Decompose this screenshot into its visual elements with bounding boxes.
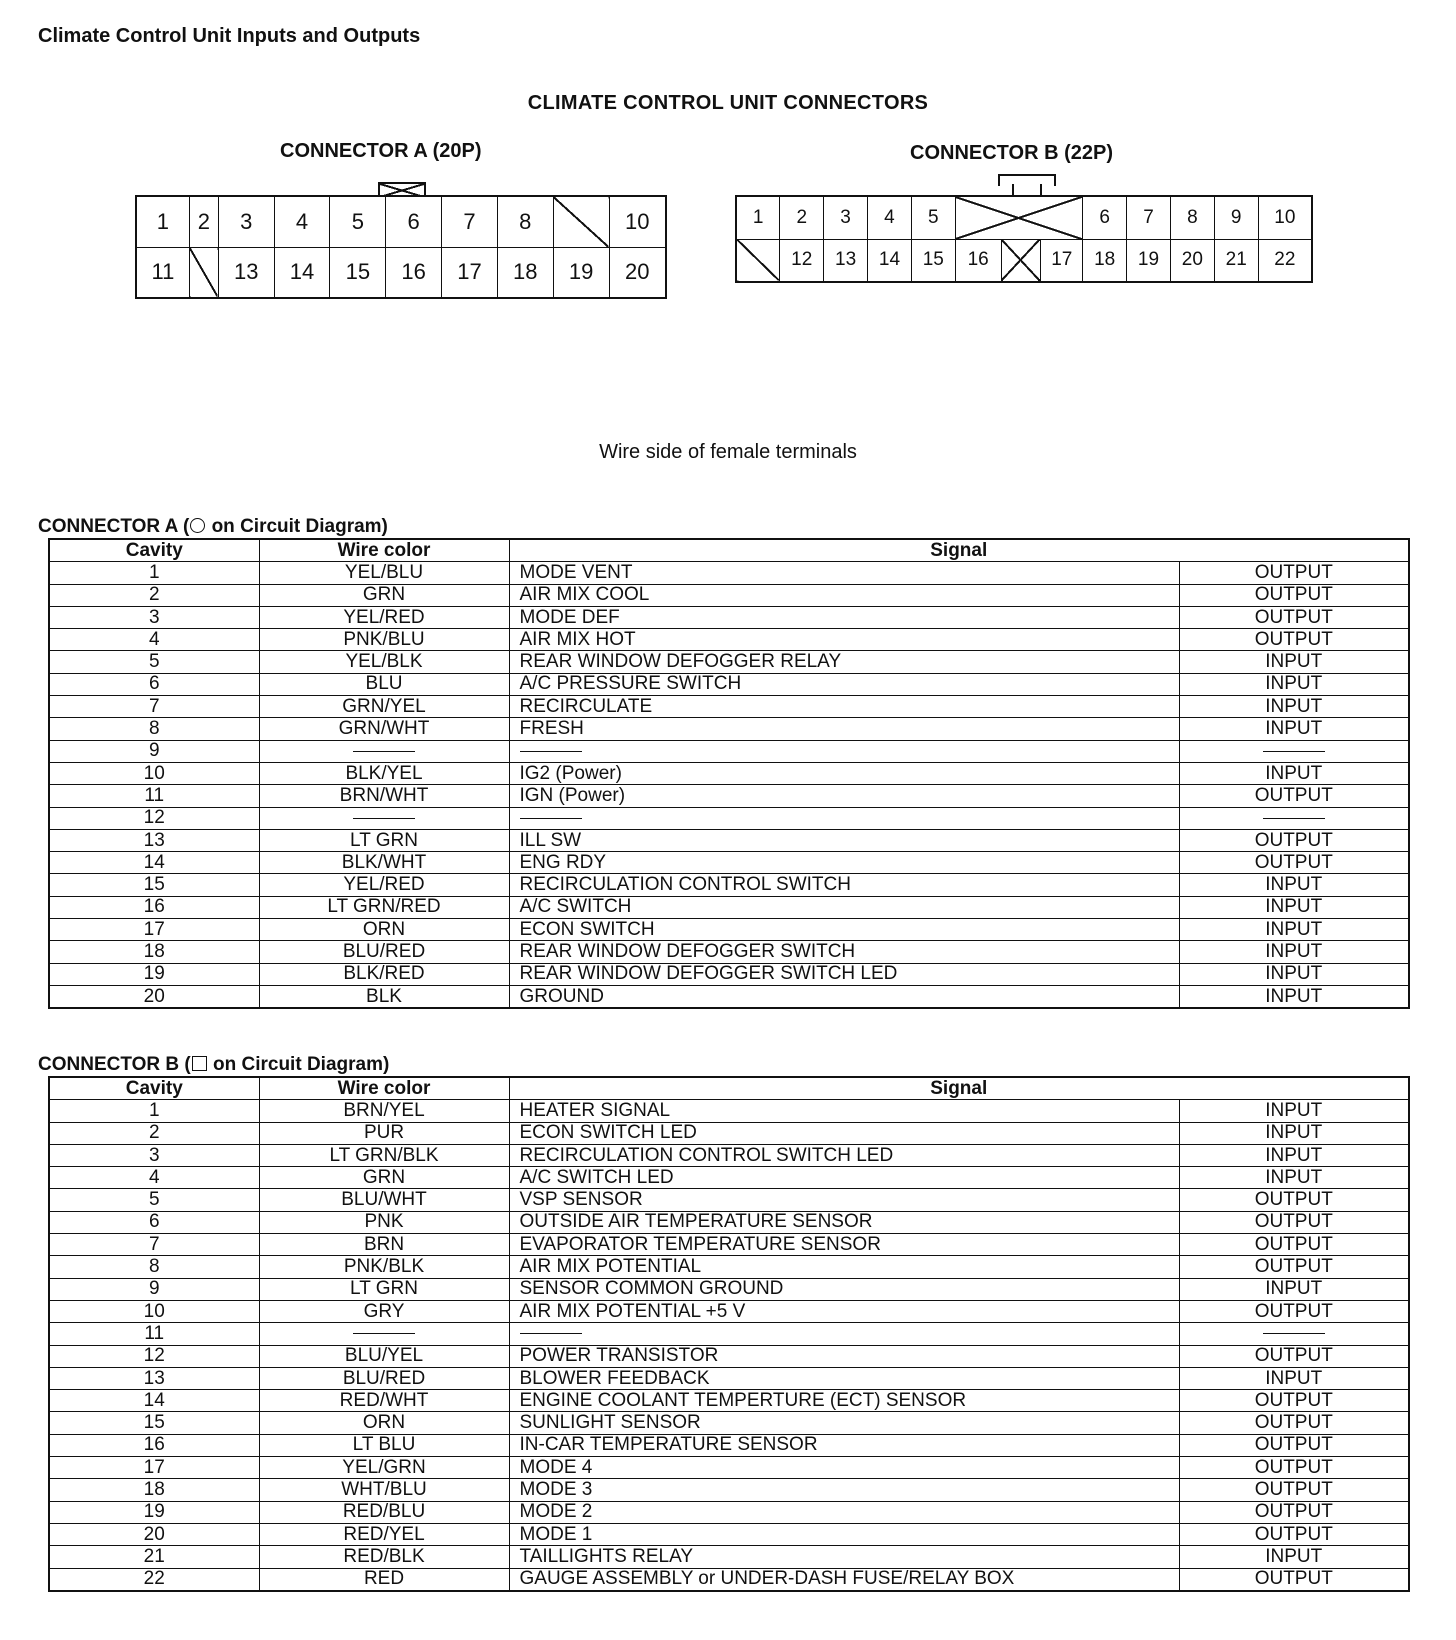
table-row <box>49 606 1409 628</box>
table-row <box>49 1278 1409 1300</box>
cavity-cell: 11 <box>49 1323 259 1345</box>
signal-cell <box>509 1323 1179 1345</box>
table-row <box>49 740 1409 762</box>
terminal: 6 <box>386 196 442 247</box>
signal-cell: GAUGE ASSEMBLY or UNDER-DASH FUSE/RELAY BOX <box>509 1568 1179 1591</box>
cavity-cell: 21 <box>49 1546 259 1568</box>
wire-color-cell: WHT/BLU <box>259 1479 509 1501</box>
cavity-cell: 11 <box>49 785 259 807</box>
table-row <box>49 1501 1409 1523</box>
connector-b-label: CONNECTOR B (22P) <box>910 142 1113 164</box>
unused-terminal <box>189 247 218 298</box>
cavity-cell: 3 <box>49 1144 259 1166</box>
signal-cell: GROUND <box>509 985 1179 1008</box>
terminal: 10 <box>609 196 666 247</box>
wire-color-cell: BRN/WHT <box>259 785 509 807</box>
wire-color-cell: GRN <box>259 584 509 606</box>
table-row <box>49 1234 1409 1256</box>
signal-cell: IG2 (Power) <box>509 762 1179 784</box>
wire-color-cell <box>259 1323 509 1345</box>
connector-a-diagram <box>135 195 667 299</box>
square-icon <box>192 1056 207 1071</box>
table-row <box>49 1390 1409 1412</box>
signal-cell: MODE 4 <box>509 1457 1179 1479</box>
cavity-cell: 15 <box>49 1412 259 1434</box>
table-row <box>49 1167 1409 1189</box>
cavity-cell: 18 <box>49 941 259 963</box>
io-cell: OUTPUT <box>1179 829 1409 851</box>
signal-cell <box>509 807 1179 829</box>
wire-color-cell: GRN/YEL <box>259 696 509 718</box>
cavity-cell: 14 <box>49 852 259 874</box>
signal-cell: IN-CAR TEMPERATURE SENSOR <box>509 1434 1179 1456</box>
terminal: 19 <box>553 247 609 298</box>
terminal: 17 <box>1041 239 1083 282</box>
header-signal: Signal <box>509 539 1409 562</box>
table-row <box>49 1367 1409 1389</box>
wire-color-cell: BRN <box>259 1234 509 1256</box>
signal-cell: FRESH <box>509 718 1179 740</box>
header-cavity: Cavity <box>49 539 259 562</box>
wire-color-cell: YEL/BLK <box>259 651 509 673</box>
header-wire-color: Wire color <box>259 539 509 562</box>
table-row <box>49 696 1409 718</box>
diagram-caption: Wire side of female terminals <box>599 441 857 463</box>
cavity-cell: 9 <box>49 1278 259 1300</box>
table-row <box>49 762 1409 784</box>
cavity-cell: 16 <box>49 896 259 918</box>
header-wire-color: Wire color <box>259 1077 509 1100</box>
wire-color-cell: PNK/BLU <box>259 629 509 651</box>
wire-color-cell: YEL/RED <box>259 874 509 896</box>
signal-cell: AIR MIX POTENTIAL <box>509 1256 1179 1278</box>
empty-dash <box>353 818 415 819</box>
wire-color-cell: BLU <box>259 673 509 695</box>
empty-dash <box>1263 1333 1325 1334</box>
table-row <box>49 852 1409 874</box>
wire-color-cell: BRN/YEL <box>259 1100 509 1122</box>
terminal: 3 <box>218 196 274 247</box>
cavity-cell: 6 <box>49 1211 259 1233</box>
terminal: 18 <box>497 247 553 298</box>
page-heading: Climate Control Unit Inputs and Outputs <box>38 25 421 47</box>
table-row <box>49 963 1409 985</box>
wire-color-cell: ORN <box>259 919 509 941</box>
io-cell: OUTPUT <box>1179 1234 1409 1256</box>
signal-cell: BLOWER FEEDBACK <box>509 1367 1179 1389</box>
cavity-cell: 8 <box>49 1256 259 1278</box>
io-cell: INPUT <box>1179 762 1409 784</box>
wire-color-cell: BLU/WHT <box>259 1189 509 1211</box>
signal-cell: ECON SWITCH LED <box>509 1122 1179 1144</box>
table-row <box>49 1323 1409 1345</box>
header-signal: Signal <box>509 1077 1409 1100</box>
signal-cell: MODE 1 <box>509 1523 1179 1545</box>
io-cell: INPUT <box>1179 673 1409 695</box>
signal-cell: A/C SWITCH <box>509 896 1179 918</box>
terminal: 8 <box>497 196 553 247</box>
io-cell <box>1179 1323 1409 1345</box>
unused-terminal <box>736 239 780 282</box>
io-cell: OUTPUT <box>1179 1189 1409 1211</box>
connector-b-table-caption <box>38 1054 389 1076</box>
wire-color-cell: YEL/GRN <box>259 1457 509 1479</box>
terminal: 20 <box>609 247 666 298</box>
cavity-cell: 22 <box>49 1568 259 1591</box>
signal-cell: ILL SW <box>509 829 1179 851</box>
terminal: 13 <box>218 247 274 298</box>
signal-cell: IGN (Power) <box>509 785 1179 807</box>
cavity-cell: 16 <box>49 1434 259 1456</box>
io-cell: INPUT <box>1179 1100 1409 1122</box>
cavity-cell: 5 <box>49 1189 259 1211</box>
caption-prefix: CONNECTOR A ( <box>38 516 190 537</box>
terminal: 20 <box>1170 239 1214 282</box>
table-row <box>49 874 1409 896</box>
table-row <box>49 785 1409 807</box>
unused-terminal <box>553 196 609 247</box>
signal-cell: ECON SWITCH <box>509 919 1179 941</box>
wire-color-cell: LT GRN <box>259 829 509 851</box>
signal-cell: EVAPORATOR TEMPERATURE SENSOR <box>509 1234 1179 1256</box>
terminal: 1 <box>736 196 780 239</box>
terminal: 22 <box>1258 239 1312 282</box>
cavity-cell: 8 <box>49 718 259 740</box>
wire-color-cell: BLK/RED <box>259 963 509 985</box>
signal-cell: ENG RDY <box>509 852 1179 874</box>
terminal: 19 <box>1127 239 1171 282</box>
io-cell: INPUT <box>1179 919 1409 941</box>
wire-color-cell: RED <box>259 1568 509 1591</box>
terminal: 16 <box>955 239 1001 282</box>
wire-color-cell: BLK/YEL <box>259 762 509 784</box>
signal-cell: A/C SWITCH LED <box>509 1167 1179 1189</box>
empty-dash <box>520 751 582 752</box>
cavity-cell: 17 <box>49 919 259 941</box>
cavity-cell: 20 <box>49 985 259 1008</box>
table-row <box>49 1345 1409 1367</box>
io-cell: OUTPUT <box>1179 629 1409 651</box>
terminal: 21 <box>1214 239 1258 282</box>
terminal: 3 <box>824 196 868 239</box>
table-row <box>49 1479 1409 1501</box>
wire-color-cell: GRN <box>259 1167 509 1189</box>
signal-cell: A/C PRESSURE SWITCH <box>509 673 1179 695</box>
wire-color-cell: LT GRN/RED <box>259 896 509 918</box>
wire-color-cell: LT GRN/BLK <box>259 1144 509 1166</box>
signal-cell <box>509 740 1179 762</box>
table-row <box>49 1189 1409 1211</box>
terminal: 10 <box>1258 196 1312 239</box>
wire-color-cell: BLK <box>259 985 509 1008</box>
cavity-cell: 17 <box>49 1457 259 1479</box>
io-cell <box>1179 740 1409 762</box>
wire-color-cell: RED/WHT <box>259 1390 509 1412</box>
terminal: 7 <box>1127 196 1171 239</box>
cavity-cell: 19 <box>49 1501 259 1523</box>
cavity-cell: 18 <box>49 1479 259 1501</box>
io-cell: INPUT <box>1179 651 1409 673</box>
empty-dash <box>1263 818 1325 819</box>
table-row <box>49 807 1409 829</box>
cavity-cell: 1 <box>49 562 259 584</box>
signal-cell: REAR WINDOW DEFOGGER RELAY <box>509 651 1179 673</box>
empty-dash <box>520 818 582 819</box>
io-cell: INPUT <box>1179 1167 1409 1189</box>
table-row <box>49 1211 1409 1233</box>
terminal: 17 <box>442 247 498 298</box>
io-cell: OUTPUT <box>1179 1300 1409 1322</box>
io-cell <box>1179 807 1409 829</box>
table-row <box>49 584 1409 606</box>
table-row <box>49 985 1409 1008</box>
signal-cell: SUNLIGHT SENSOR <box>509 1412 1179 1434</box>
terminal: 7 <box>442 196 498 247</box>
cavity-cell: 9 <box>49 740 259 762</box>
connector-b-diagram <box>735 195 1313 283</box>
io-cell: OUTPUT <box>1179 1434 1409 1456</box>
terminal: 5 <box>911 196 955 239</box>
signal-cell: REAR WINDOW DEFOGGER SWITCH <box>509 941 1179 963</box>
io-cell: INPUT <box>1179 1367 1409 1389</box>
io-cell: OUTPUT <box>1179 1211 1409 1233</box>
keying-block <box>1001 239 1041 282</box>
io-cell: OUTPUT <box>1179 606 1409 628</box>
table-row <box>49 1100 1409 1122</box>
table-row <box>49 1256 1409 1278</box>
io-cell: INPUT <box>1179 985 1409 1008</box>
cavity-cell: 14 <box>49 1390 259 1412</box>
signal-cell: RECIRCULATE <box>509 696 1179 718</box>
io-cell: INPUT <box>1179 1122 1409 1144</box>
cavity-cell: 6 <box>49 673 259 695</box>
signal-cell: AIR MIX HOT <box>509 629 1179 651</box>
signal-cell: SENSOR COMMON GROUND <box>509 1278 1179 1300</box>
wire-color-cell: BLK/WHT <box>259 852 509 874</box>
cavity-cell: 10 <box>49 762 259 784</box>
table-row <box>49 1300 1409 1322</box>
terminal: 18 <box>1083 239 1127 282</box>
caption-prefix: CONNECTOR B ( <box>38 1054 191 1075</box>
empty-dash <box>1263 751 1325 752</box>
io-cell: OUTPUT <box>1179 785 1409 807</box>
table-row <box>49 1412 1409 1434</box>
section-title: CLIMATE CONTROL UNIT CONNECTORS <box>527 92 929 114</box>
empty-dash <box>520 1333 582 1334</box>
cavity-cell: 12 <box>49 807 259 829</box>
table-row <box>49 1457 1409 1479</box>
empty-dash <box>353 1333 415 1334</box>
terminal: 12 <box>780 239 824 282</box>
io-cell: INPUT <box>1179 1546 1409 1568</box>
cavity-cell: 20 <box>49 1523 259 1545</box>
table-row <box>49 941 1409 963</box>
terminal: 14 <box>274 247 330 298</box>
table-row <box>49 562 1409 584</box>
wire-color-cell: YEL/RED <box>259 606 509 628</box>
signal-cell: HEATER SIGNAL <box>509 1100 1179 1122</box>
wire-color-cell: BLU/RED <box>259 1367 509 1389</box>
io-cell: OUTPUT <box>1179 1412 1409 1434</box>
cavity-cell: 13 <box>49 829 259 851</box>
wire-color-cell: PNK/BLK <box>259 1256 509 1278</box>
terminal: 2 <box>780 196 824 239</box>
cavity-cell: 2 <box>49 584 259 606</box>
io-cell: OUTPUT <box>1179 1390 1409 1412</box>
wire-color-cell: PNK <box>259 1211 509 1233</box>
wire-color-cell: LT BLU <box>259 1434 509 1456</box>
io-cell: OUTPUT <box>1179 1501 1409 1523</box>
terminal: 11 <box>136 247 189 298</box>
terminal: 2 <box>189 196 218 247</box>
cavity-cell: 1 <box>49 1100 259 1122</box>
signal-cell: MODE VENT <box>509 562 1179 584</box>
table-row <box>49 1546 1409 1568</box>
table-row <box>49 718 1409 740</box>
io-cell: INPUT <box>1179 718 1409 740</box>
signal-cell: MODE 2 <box>509 1501 1179 1523</box>
signal-cell: TAILLIGHTS RELAY <box>509 1546 1179 1568</box>
signal-cell: REAR WINDOW DEFOGGER SWITCH LED <box>509 963 1179 985</box>
terminal: 16 <box>386 247 442 298</box>
connector-a-label: CONNECTOR A (20P) <box>280 140 482 162</box>
empty-dash <box>353 751 415 752</box>
keying-block <box>955 196 1082 239</box>
wire-color-cell: GRY <box>259 1300 509 1322</box>
io-cell: INPUT <box>1179 941 1409 963</box>
caption-suffix: on Circuit Diagram) <box>207 1054 390 1075</box>
io-cell: INPUT <box>1179 896 1409 918</box>
cavity-cell: 15 <box>49 874 259 896</box>
io-cell: INPUT <box>1179 696 1409 718</box>
wire-color-cell: GRN/WHT <box>259 718 509 740</box>
table-row <box>49 673 1409 695</box>
table-row <box>49 629 1409 651</box>
table-row <box>49 1144 1409 1166</box>
cavity-cell: 13 <box>49 1367 259 1389</box>
wire-color-cell: PUR <box>259 1122 509 1144</box>
cavity-cell: 19 <box>49 963 259 985</box>
wire-color-cell <box>259 807 509 829</box>
io-cell: OUTPUT <box>1179 1568 1409 1591</box>
signal-cell: RECIRCULATION CONTROL SWITCH LED <box>509 1144 1179 1166</box>
io-cell: OUTPUT <box>1179 1479 1409 1501</box>
wire-color-cell: YEL/BLU <box>259 562 509 584</box>
caption-suffix: on Circuit Diagram) <box>206 516 388 537</box>
cavity-cell: 12 <box>49 1345 259 1367</box>
io-cell: INPUT <box>1179 1278 1409 1300</box>
table-row <box>49 896 1409 918</box>
wire-color-cell: ORN <box>259 1412 509 1434</box>
signal-cell: AIR MIX POTENTIAL +5 V <box>509 1300 1179 1322</box>
signal-cell: ENGINE COOLANT TEMPERTURE (ECT) SENSOR <box>509 1390 1179 1412</box>
cavity-cell: 7 <box>49 1234 259 1256</box>
cavity-cell: 2 <box>49 1122 259 1144</box>
terminal: 4 <box>868 196 912 239</box>
wire-color-cell: RED/YEL <box>259 1523 509 1545</box>
io-cell: OUTPUT <box>1179 1523 1409 1545</box>
cavity-cell: 3 <box>49 606 259 628</box>
signal-cell: RECIRCULATION CONTROL SWITCH <box>509 874 1179 896</box>
table-row <box>49 1122 1409 1144</box>
table-row <box>49 1434 1409 1456</box>
wire-color-cell: RED/BLU <box>259 1501 509 1523</box>
connector-b-table <box>48 1076 1410 1592</box>
table-row <box>49 1523 1409 1545</box>
io-cell: INPUT <box>1179 1144 1409 1166</box>
terminal: 13 <box>824 239 868 282</box>
cavity-cell: 4 <box>49 629 259 651</box>
header-cavity: Cavity <box>49 1077 259 1100</box>
terminal: 6 <box>1083 196 1127 239</box>
wire-color-cell: RED/BLK <box>259 1546 509 1568</box>
cavity-cell: 10 <box>49 1300 259 1322</box>
io-cell: OUTPUT <box>1179 562 1409 584</box>
terminal: 1 <box>136 196 189 247</box>
connector-a-table <box>48 538 1410 1009</box>
table-row <box>49 919 1409 941</box>
wire-color-cell: LT GRN <box>259 1278 509 1300</box>
io-cell: OUTPUT <box>1179 584 1409 606</box>
signal-cell: MODE DEF <box>509 606 1179 628</box>
signal-cell: AIR MIX COOL <box>509 584 1179 606</box>
cavity-cell: 4 <box>49 1167 259 1189</box>
signal-cell: VSP SENSOR <box>509 1189 1179 1211</box>
table-row <box>49 829 1409 851</box>
signal-cell: POWER TRANSISTOR <box>509 1345 1179 1367</box>
io-cell: INPUT <box>1179 874 1409 896</box>
table-row <box>49 1568 1409 1591</box>
table-row <box>49 651 1409 673</box>
circle-icon <box>190 518 205 533</box>
signal-cell: OUTSIDE AIR TEMPERATURE SENSOR <box>509 1211 1179 1233</box>
cavity-cell: 5 <box>49 651 259 673</box>
io-cell: OUTPUT <box>1179 1345 1409 1367</box>
terminal: 5 <box>330 196 386 247</box>
terminal: 4 <box>274 196 330 247</box>
io-cell: OUTPUT <box>1179 1457 1409 1479</box>
io-cell: OUTPUT <box>1179 852 1409 874</box>
wire-color-cell <box>259 740 509 762</box>
wire-color-cell: BLU/YEL <box>259 1345 509 1367</box>
io-cell: OUTPUT <box>1179 1256 1409 1278</box>
io-cell: INPUT <box>1179 963 1409 985</box>
cavity-cell: 7 <box>49 696 259 718</box>
wire-color-cell: BLU/RED <box>259 941 509 963</box>
terminal: 15 <box>911 239 955 282</box>
signal-cell: MODE 3 <box>509 1479 1179 1501</box>
terminal: 14 <box>868 239 912 282</box>
connector-a-table-caption <box>38 516 388 538</box>
terminal: 15 <box>330 247 386 298</box>
terminal: 8 <box>1170 196 1214 239</box>
terminal: 9 <box>1214 196 1258 239</box>
